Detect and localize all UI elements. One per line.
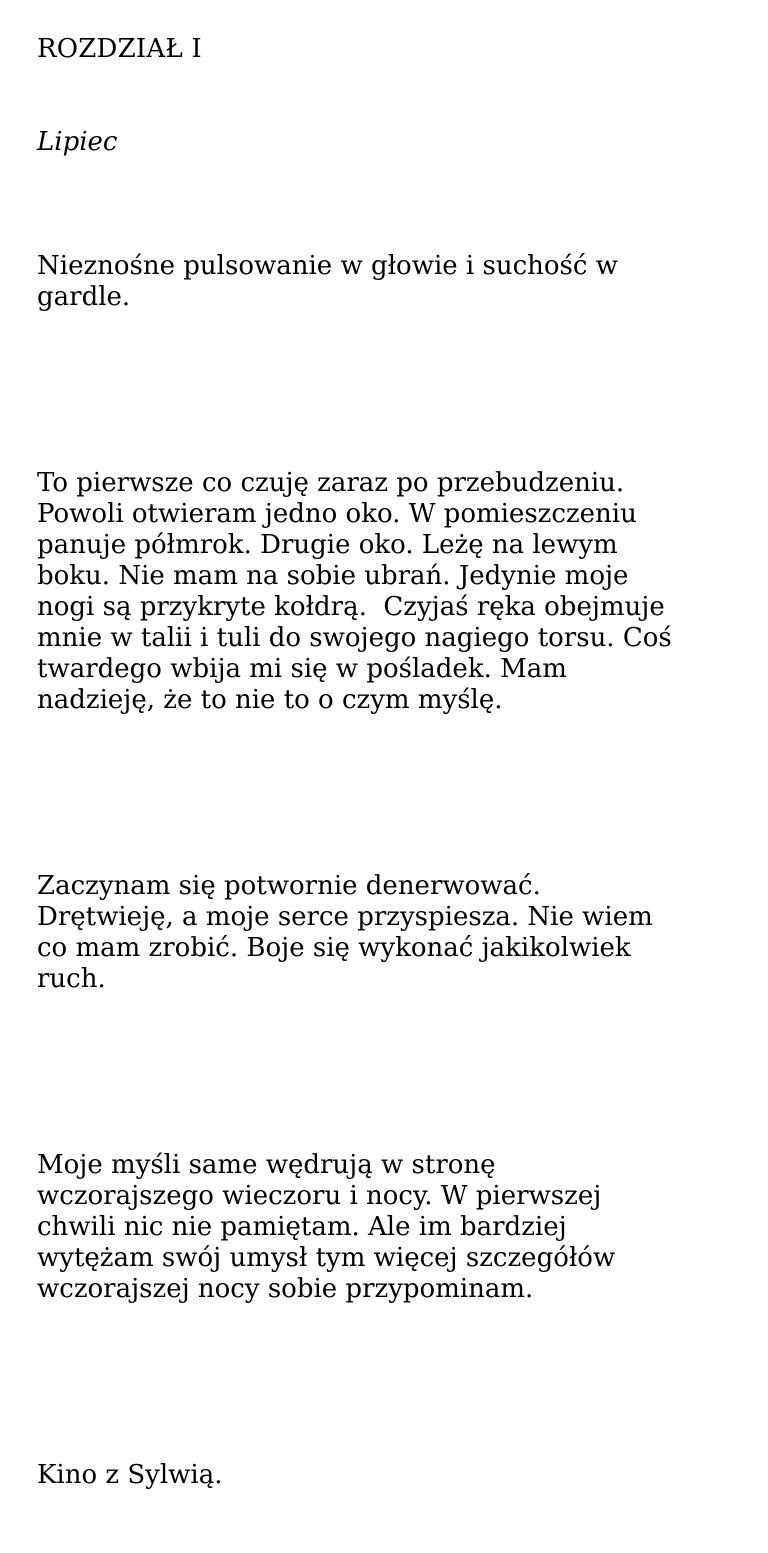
chapter-title: ROZDZIAŁ I xyxy=(37,34,202,64)
paragraph-line: gardle. xyxy=(37,282,131,312)
paragraph-line: wczorajszej nocy sobie przypominam. xyxy=(37,1274,534,1304)
paragraph-line: Powoli otwieram jedno oko. W pomieszczeniu xyxy=(37,499,637,529)
paragraph-line: chwili nic nie pamiętam. Ale im bardziej xyxy=(37,1212,567,1242)
paragraph-line: nogi są przykryte kołdrą. Czyjaś ręka obejmuje xyxy=(37,592,665,622)
paragraph-2 xyxy=(37,406,737,778)
paragraph-line: ruch. xyxy=(37,964,106,994)
paragraph-line: mnie w talii i tuli do swojego nagiego torsu. Coś xyxy=(37,623,672,653)
paragraph-line: co mam zrobić. Boje się wykonać jakikolwiek xyxy=(37,933,631,963)
document-page xyxy=(37,34,737,1553)
paragraph-5 xyxy=(37,1398,737,1553)
paragraph-line: wczorajszego wieczoru i nocy. W pierwszej xyxy=(37,1181,602,1211)
section-heading-month: Lipiec xyxy=(37,127,118,157)
paragraph-line: Moje myśli same wędrują w stronę xyxy=(37,1150,496,1180)
paragraph-line: Zaczynam się potwornie denerwować. xyxy=(37,871,541,901)
paragraph-line: boku. Nie mam na sobie ubrań. Jedynie moje xyxy=(37,561,629,591)
paragraph-line: Drętwieję, a moje serce przyspiesza. Nie wiem xyxy=(37,902,653,932)
paragraph-1 xyxy=(37,189,737,375)
paragraph-line: nadzieję, że to nie to o czym myślę. xyxy=(37,685,503,715)
paragraph-line: panuje półmrok. Drugie oko. Leżę na lewym xyxy=(37,530,618,560)
paragraph-line: wytężam swój umysł tym więcej szczegółów xyxy=(37,1243,616,1273)
paragraph-line: twardego wbija mi się w pośladek. Mam xyxy=(37,654,567,684)
paragraph-line: To pierwsze co czuję zaraz po przebudzeniu. xyxy=(37,468,625,498)
paragraph-4 xyxy=(37,1088,737,1367)
paragraph-line: Nieznośne pulsowanie w głowie i suchość w xyxy=(37,251,618,281)
paragraph-line: Kino z Sylwią. xyxy=(37,1460,223,1490)
paragraph-3 xyxy=(37,809,737,1057)
